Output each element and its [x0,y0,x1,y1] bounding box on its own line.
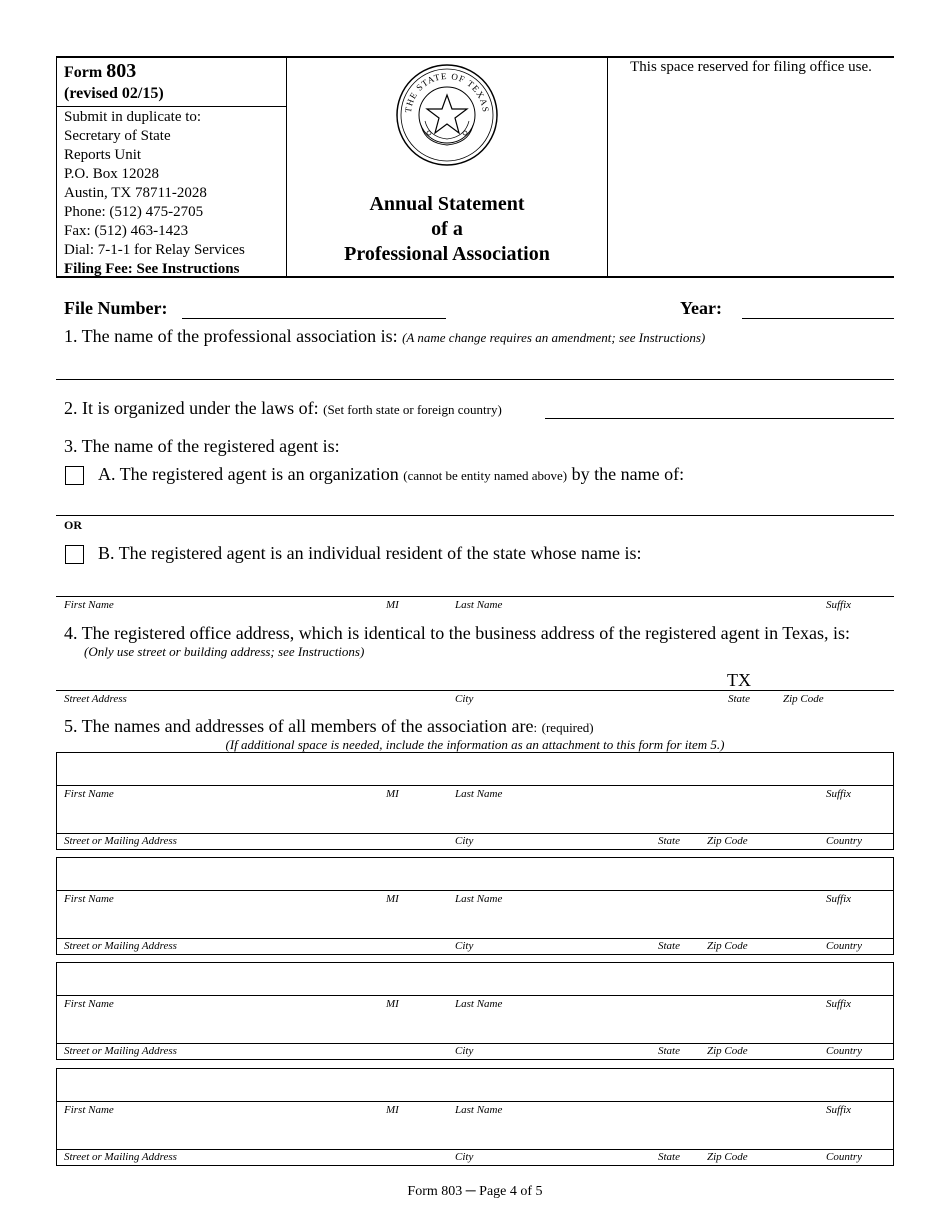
option-a-label [98,464,684,485]
submit-line: Submit in duplicate to: [64,109,202,125]
page-footer: Form 803 ─ Page 4 of 5 [407,1184,543,1199]
seal-text: THE STATE OF TEXAS [402,70,491,114]
file-number-label: File Number: [64,298,168,318]
member-suffix-label: Suffix [826,1104,852,1116]
zip-code-label: Zip Code [783,693,824,705]
option-a-text: A. The registered agent is an organization [98,464,399,484]
agent-organization-input[interactable] [58,490,896,516]
member-mi-label: MI [386,998,399,1010]
member-street-label: Street or Mailing Address [64,835,177,847]
filing-fee: Filing Fee: See Instructions [64,261,240,277]
member-address-rule [56,1149,894,1150]
item5-note: (If additional space is needed, include the information as an attachment to this form for item 5.) [225,737,725,752]
item2-note: (Set forth state or foreign country) [323,402,502,417]
member-state-label: State [658,1151,680,1163]
agent-suffix-label: Suffix [826,599,852,611]
member-country-label: Country [826,1151,863,1163]
item2-question [64,398,502,419]
option-a-checkbox[interactable] [65,466,84,485]
submit-instructions [64,108,245,279]
member-address-rule [56,833,894,834]
address-underline [56,690,894,691]
submit-line: Dial: 7-1-1 for Relay Services [64,242,245,258]
association-name-input[interactable] [58,352,896,378]
member-name-rule [56,785,894,786]
member-last-name-label: Last Name [455,998,503,1010]
option-a-underline [56,515,894,516]
year-input[interactable] [742,298,898,320]
jurisdiction-input[interactable] [545,398,898,420]
item1-underline [56,379,894,380]
option-b-label: B. The registered agent is an individual resident of the state whose name is: [98,543,642,563]
member-mi-label: MI [386,1104,399,1116]
agent-name-underline [56,596,894,597]
state-seal-icon [395,63,499,167]
header-left-border [56,56,57,277]
registered-state-value: TX [727,670,751,690]
member-last-name-label: Last Name [455,1104,503,1116]
member-city-label: City [455,1045,474,1057]
item2-underline [545,418,894,419]
member-zip-label: Zip Code [707,835,748,847]
form-revised: (revised 02/15) [64,85,164,102]
form-title [287,192,607,267]
title-line: of a [431,218,463,240]
member-last-name-label: Last Name [455,788,503,800]
item1-text: 1. The name of the professional association is: [64,326,398,346]
member-block [56,752,894,850]
reserved-space-text: This space reserved for filing office use. [630,59,872,75]
member-state-label: State [658,835,680,847]
item1-question [64,326,705,347]
year-underline [742,318,894,319]
header-top-rule [56,56,894,58]
member-state-label: State [658,1045,680,1057]
item2-text: 2. It is organized under the laws of: [64,398,319,418]
member-suffix-label: Suffix [826,893,852,905]
member-country-label: Country [826,1045,863,1057]
title-line: Professional Association [344,243,550,265]
submit-line: P.O. Box 12028 [64,166,160,182]
member-name-rule [56,1101,894,1102]
member-address-rule [56,1043,894,1044]
member-name-rule [56,995,894,996]
header-left-subrule [56,106,286,107]
member-zip-label: Zip Code [707,940,748,952]
submit-line: Austin, TX 78711-2028 [64,185,207,201]
member-block [56,962,894,1060]
year-label: Year: [680,298,722,318]
member-first-name-label: First Name [64,1104,114,1116]
agent-first-name-label: First Name [64,599,114,611]
member-address-rule [56,938,894,939]
member-country-label: Country [826,940,863,952]
file-number-input[interactable] [182,298,450,320]
submit-line: Secretary of State [64,128,171,144]
member-suffix-label: Suffix [826,788,852,800]
member-first-name-label: First Name [64,788,114,800]
item5-colon: : [533,720,538,735]
or-label: OR [64,518,82,532]
member-city-label: City [455,940,474,952]
svg-text:THE STATE OF TEXAS [403,71,491,113]
item5-text: 5. The names and addresses of all members of the association are [64,716,534,736]
item5-question [64,716,594,737]
member-street-label: Street or Mailing Address [64,1045,177,1057]
member-mi-label: MI [386,893,399,905]
submit-line: Reports Unit [64,147,142,163]
option-b-checkbox[interactable] [65,545,84,564]
state-label: State [728,693,750,705]
item5-required: (required) [541,720,594,735]
member-zip-label: Zip Code [707,1151,748,1163]
item1-note: (A name change requires an amendment; see Instructions) [402,330,706,345]
form-label: Form [64,64,103,81]
member-street-label: Street or Mailing Address [64,1151,177,1163]
member-block [56,1068,894,1166]
member-mi-label: MI [386,788,399,800]
member-zip-label: Zip Code [707,1045,748,1057]
header-divider-2 [607,56,608,277]
item3-question: 3. The name of the registered agent is: [64,436,340,456]
member-block [56,857,894,955]
member-suffix-label: Suffix [826,998,852,1010]
option-a-note: (cannot be entity named above) [403,468,568,483]
member-last-name-label: Last Name [455,893,503,905]
submit-line: Fax: (512) 463-1423 [64,223,189,239]
item4-question: 4. The registered office address, which is identical to the business address of the registered agent in Texas, is: [64,623,851,643]
member-street-label: Street or Mailing Address [64,940,177,952]
form-id [64,60,136,83]
option-a-suffix: by the name of: [571,464,685,484]
form-number: 803 [106,60,137,82]
submit-line: Phone: (512) 475-2705 [64,204,204,220]
member-state-label: State [658,940,680,952]
agent-last-name-label: Last Name [455,599,503,611]
city-label: City [455,693,474,705]
file-number-underline [182,318,446,319]
member-city-label: City [455,1151,474,1163]
agent-mi-label: MI [386,599,399,611]
title-line: Annual Statement [369,193,525,215]
member-first-name-label: First Name [64,998,114,1010]
member-country-label: Country [826,835,863,847]
street-address-label: Street Address [64,693,127,705]
member-first-name-label: First Name [64,893,114,905]
member-city-label: City [455,835,474,847]
item4-note: (Only use street or building address; see Instructions) [84,644,365,659]
member-name-rule [56,890,894,891]
